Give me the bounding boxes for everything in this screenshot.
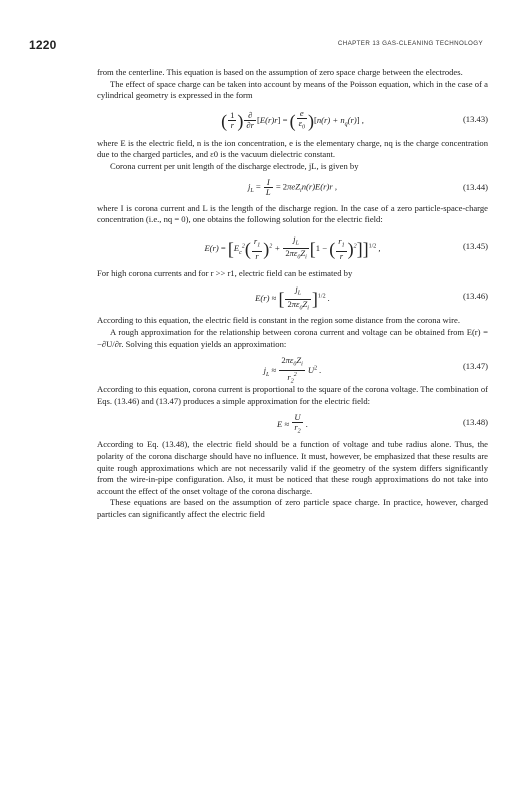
equation-13-48: E ≈ $\frac{U}{r_2}$ . (13.48): [277, 412, 488, 436]
equation-number: (13.44): [462, 181, 488, 192]
paragraph: For high corona currents and for r >> r1, electric field can be estimated by: [97, 267, 353, 278]
equation-13-45: $E(r) = [E_c^2$( $\frac{r_1}{r}$ )$^2$ + $\frac{j_L}{2\pi\varepsilon_0Z_i}$ [1 − ( $\frac{r_1}{r}$ )$^2$]]$^{1/2}$ , (13.45): [204, 233, 488, 262]
paragraph: According to Eq. (13.48), the electric field should be a function of voltage and tube radius alone. Thus, the polarity of the corona discharge should have no influence. It must, however, be emphasized that these results are quite rough approximations which are not necessarily valid if the geometry of the system differs significantly from the wire-in-pipe configuration. Also, it must be noticed that these rough approximations do not take into account the effect of the onset voltage of the corona discharge.: [97, 439, 488, 496]
page-body: [97, 67, 488, 520]
paragraph: According to this equation, the electric field is constant in the region some distance from the corona wire.: [97, 315, 460, 326]
paragraph: A rough approximation for the relationship between corona current and voltage can be obtained from E(r) = −∂U/∂r. Solving this equation yields an approximation:: [97, 326, 488, 349]
equation-13-47: $j_L$ ≈ $\frac{2\pi\varepsilon_0Z_i}{r_2^2}$ $U^2$ . (13.47): [263, 355, 488, 385]
equation-13-43: ( $\frac{1}{r}$ ) $\frac{\partial}{\partial r}$ [E(r)r] = ( $\frac{e}{\varepsilon_0}$ )$[n(r) + n_q(r)]$ , (13.43): [221, 107, 488, 131]
paragraph: Corona current per unit length of the discharge electrode, jL, is given by: [110, 160, 359, 171]
paragraph: These equations are based on the assumption of zero particle space charge. In practice, however, charged particles can significantly affect the electric field: [97, 497, 488, 519]
equation-number: (13.48): [462, 417, 488, 428]
equation-13-44: $j_L$ = $\frac{I}{L}$ = 2πeZ$_i$n(r)E(r)r , (13.44): [247, 176, 488, 197]
equation-13-46: E(r) ≈ [ $\frac{j_L}{2\pi\varepsilon_0Z_i}$ ]$^{1/2}$ . (13.46): [255, 284, 488, 312]
equation-number: (13.45): [462, 240, 488, 251]
paragraph: from the centerline. This equation is based on the assumption of zero space charge between the electrodes.: [97, 67, 463, 77]
paragraph: where E is the electric field, n is the ion concentration, e is the elementary charge, nq is the charge concentration due to the charged particles, and ε0 is the vacuum dielectric constant.: [97, 137, 488, 160]
equation-number: (13.46): [462, 291, 488, 302]
equation-number: (13.43): [462, 113, 488, 124]
paragraph: According to this equation, corona current is proportional to the square of the corona voltage. The combination of Eqs. (13.46) and (13.47) produces a simple approximation for the electric field:: [97, 384, 488, 406]
page-number: 1220: [29, 38, 57, 52]
equation-number: (13.47): [462, 361, 488, 372]
running-head: CHAPTER 13 GAS-CLEANING TECHNOLOGY: [337, 40, 483, 47]
paragraph: where I is corona current and L is the length of the discharge region. In the case of a zero particle-space-charge concentration (i.e., nq = 0), one obtains the following solution for the electric field:: [97, 202, 488, 225]
paragraph: The effect of space charge can be taken into account by means of the Poisson equation, which in the case of a cylindrical geometry is expressed in the form: [97, 78, 488, 101]
